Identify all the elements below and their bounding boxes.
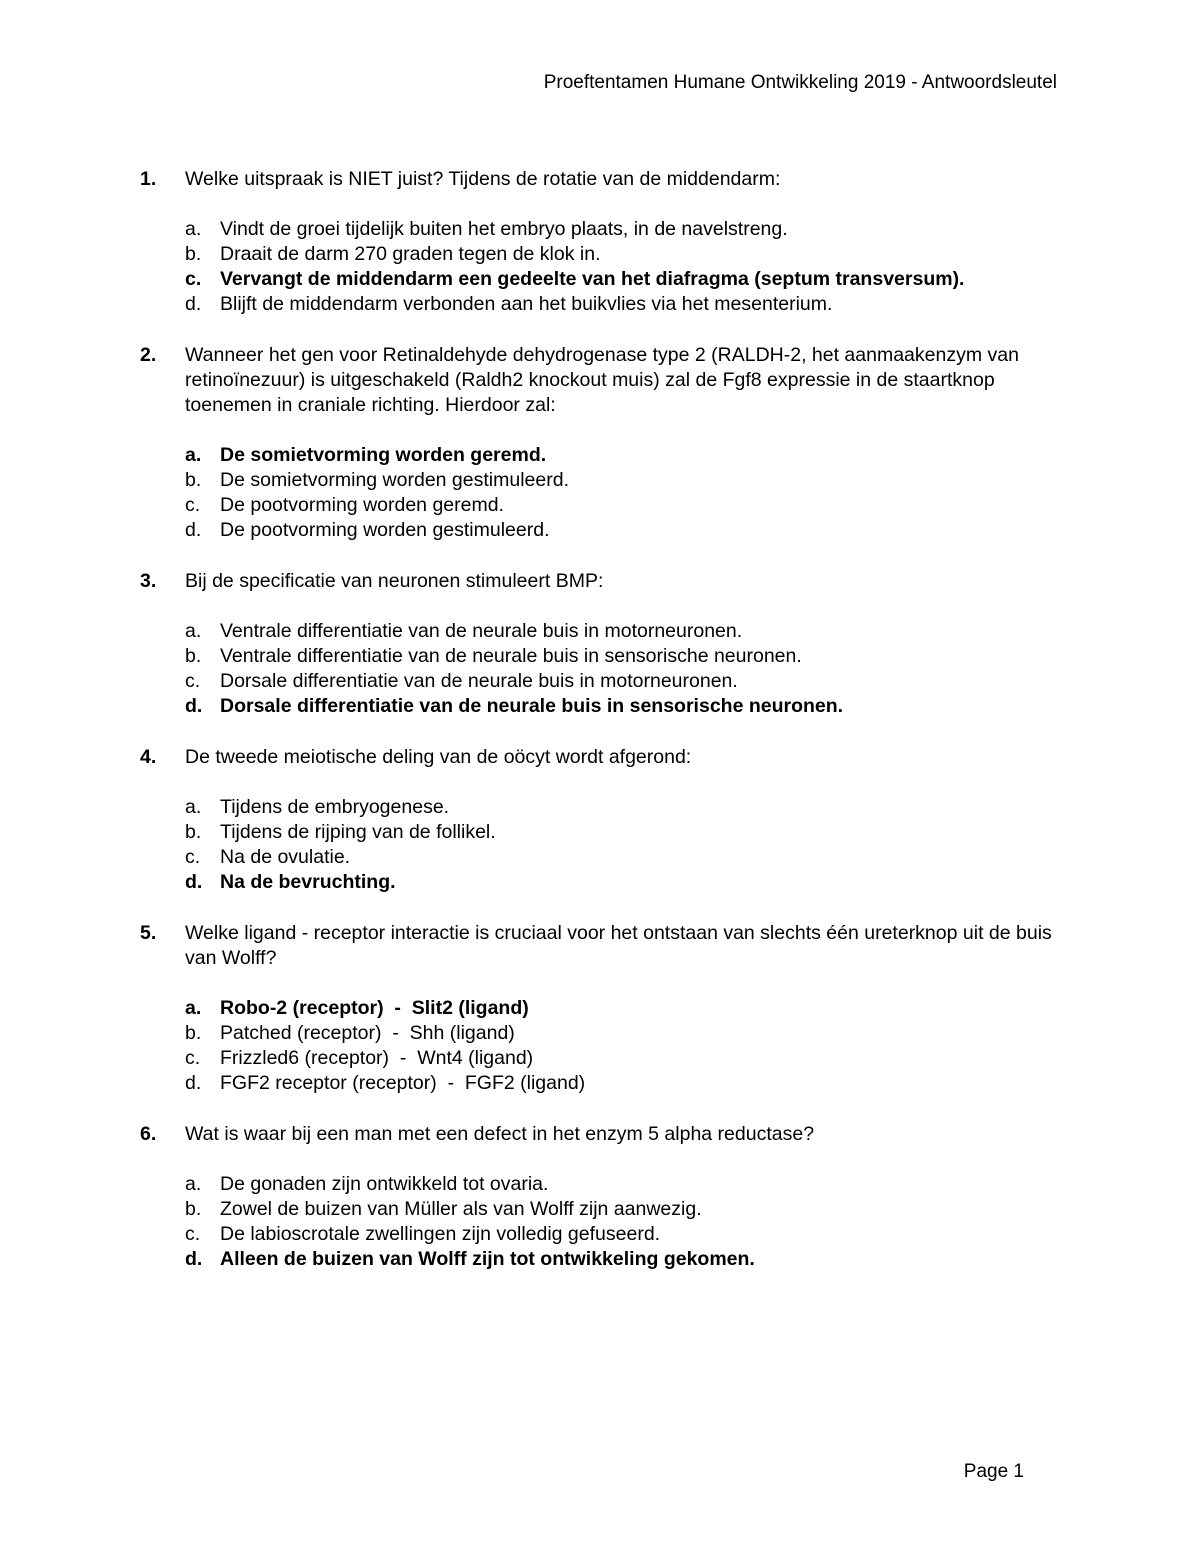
answer-option <box>185 820 1070 845</box>
answer-option-correct <box>185 694 1070 719</box>
answer-options <box>140 996 1070 1096</box>
question-number: 3. <box>140 570 157 592</box>
answer-option-correct <box>185 996 1070 1021</box>
option-text: Tijdens de rijping van de follikel. <box>220 821 496 843</box>
question-text: Welke uitspraak is NIET juist? Tijdens de rotatie van de middendarm: <box>185 168 781 190</box>
option-letter: b. <box>185 243 202 265</box>
question-1 <box>140 167 1070 317</box>
answer-option <box>185 1021 1070 1046</box>
question-number: 5. <box>140 922 157 944</box>
page-header: Proeftentamen Humane Ontwikkeling 2019 - Antwoordsleutel <box>543 72 1057 93</box>
question-number: 6. <box>140 1123 157 1145</box>
question-text: Wat is waar bij een man met een defect in het enzym 5 alpha reductase? <box>185 1123 815 1145</box>
answer-option <box>185 292 1070 317</box>
question-5 <box>140 921 1070 1096</box>
option-text: Tijdens de embryogenese. <box>220 796 450 818</box>
question-6 <box>140 1122 1070 1272</box>
option-letter: b. <box>185 1022 202 1044</box>
option-letter: a. <box>185 444 202 466</box>
option-text: De pootvorming worden geremd. <box>220 494 504 516</box>
option-letter: b. <box>185 645 202 667</box>
option-text: Vervangt de middendarm een gedeelte van het diafragma (septum transversum). <box>220 268 965 290</box>
answer-option-correct <box>185 443 1070 468</box>
answer-options <box>140 619 1070 719</box>
option-letter: c. <box>185 670 201 692</box>
answer-option <box>185 619 1070 644</box>
option-text: Draait de darm 270 graden tegen de klok in. <box>220 243 601 265</box>
answer-option <box>185 1071 1070 1096</box>
option-text: De gonaden zijn ontwikkeld tot ovaria. <box>220 1173 549 1195</box>
option-text: Na de bevruchting. <box>220 871 396 893</box>
option-letter: d. <box>185 293 202 315</box>
option-letter: a. <box>185 997 202 1019</box>
answer-option <box>185 1172 1070 1197</box>
answer-option <box>185 493 1070 518</box>
option-letter: b. <box>185 821 202 843</box>
question-4 <box>140 745 1070 895</box>
answer-options <box>140 1172 1070 1272</box>
answer-option <box>185 1222 1070 1247</box>
option-letter: a. <box>185 1173 202 1195</box>
question-text: Wanneer het gen voor Retinaldehyde dehydrogenase type 2 (RALDH-2, het aanmaakenzym van retinoïnezuur) is uitgeschakeld (Raldh2 knockout muis) zal de Fgf8 expressie in de staartknop toenemen in craniale richting. Hierdoor zal: <box>185 344 1019 416</box>
option-letter: c. <box>185 1223 201 1245</box>
option-letter: c. <box>185 268 202 290</box>
answer-option <box>185 669 1070 694</box>
option-text: Ventrale differentiatie van de neurale buis in sensorische neuronen. <box>220 645 802 667</box>
question-text: Welke ligand - receptor interactie is cruciaal voor het ontstaan van slechts één ureterknop uit de buis van Wolff? <box>185 922 1052 969</box>
option-letter: c. <box>185 494 201 516</box>
answer-options <box>140 217 1070 317</box>
answer-options <box>140 795 1070 895</box>
answer-option <box>185 242 1070 267</box>
option-letter: b. <box>185 469 202 491</box>
answer-options <box>140 443 1070 543</box>
option-text: Vindt de groei tijdelijk buiten het embryo plaats, in de navelstreng. <box>220 218 788 240</box>
answer-option <box>185 217 1070 242</box>
option-letter: b. <box>185 1198 202 1220</box>
option-letter: d. <box>185 871 203 893</box>
option-text: De pootvorming worden gestimuleerd. <box>220 519 550 541</box>
question-number: 1. <box>140 168 157 190</box>
option-text: Patched (receptor) - Shh (ligand) <box>220 1022 515 1044</box>
answer-option <box>185 644 1070 669</box>
option-text: Ventrale differentiatie van de neurale buis in motorneuronen. <box>220 620 743 642</box>
question-text: Bij de specificatie van neuronen stimuleert BMP: <box>185 570 604 592</box>
option-text: Frizzled6 (receptor) - Wnt4 (ligand) <box>220 1047 534 1069</box>
question-2 <box>140 343 1070 543</box>
question-list <box>140 167 1070 1298</box>
option-text: Alleen de buizen van Wolff zijn tot ontwikkeling gekomen. <box>220 1248 755 1270</box>
option-letter: d. <box>185 695 203 717</box>
page-number: Page 1 <box>963 1461 1024 1482</box>
option-text: De labioscrotale zwellingen zijn volledig gefuseerd. <box>220 1223 661 1245</box>
option-text: Dorsale differentiatie van de neurale buis in sensorische neuronen. <box>220 695 844 717</box>
option-text: Dorsale differentiatie van de neurale buis in motorneuronen. <box>220 670 738 692</box>
answer-option-correct <box>185 267 1070 292</box>
option-letter: a. <box>185 218 202 240</box>
option-letter: d. <box>185 1072 202 1094</box>
option-letter: c. <box>185 1047 201 1069</box>
option-text: De somietvorming worden gestimuleerd. <box>220 469 569 491</box>
answer-option <box>185 1046 1070 1071</box>
answer-option <box>185 518 1070 543</box>
option-letter: d. <box>185 1248 203 1270</box>
answer-option-correct <box>185 870 1070 895</box>
question-number: 2. <box>140 344 157 366</box>
question-3 <box>140 569 1070 719</box>
option-letter: a. <box>185 620 202 642</box>
option-text: Zowel de buizen van Müller als van Wolff zijn aanwezig. <box>220 1198 702 1220</box>
option-text: FGF2 receptor (receptor) - FGF2 (ligand) <box>220 1072 586 1094</box>
option-text: Blijft de middendarm verbonden aan het buikvlies via het mesenterium. <box>220 293 833 315</box>
answer-option <box>185 1197 1070 1222</box>
answer-option <box>185 468 1070 493</box>
option-letter: d. <box>185 519 202 541</box>
question-number: 4. <box>140 746 157 768</box>
option-letter: a. <box>185 796 202 818</box>
question-text: De tweede meiotische deling van de oöcyt wordt afgerond: <box>185 746 692 768</box>
answer-option <box>185 845 1070 870</box>
answer-option <box>185 795 1070 820</box>
answer-option-correct <box>185 1247 1070 1272</box>
option-text: De somietvorming worden geremd. <box>220 444 547 466</box>
option-letter: c. <box>185 846 201 868</box>
option-text: Na de ovulatie. <box>220 846 351 868</box>
option-text: Robo-2 (receptor) - Slit2 (ligand) <box>220 997 529 1019</box>
